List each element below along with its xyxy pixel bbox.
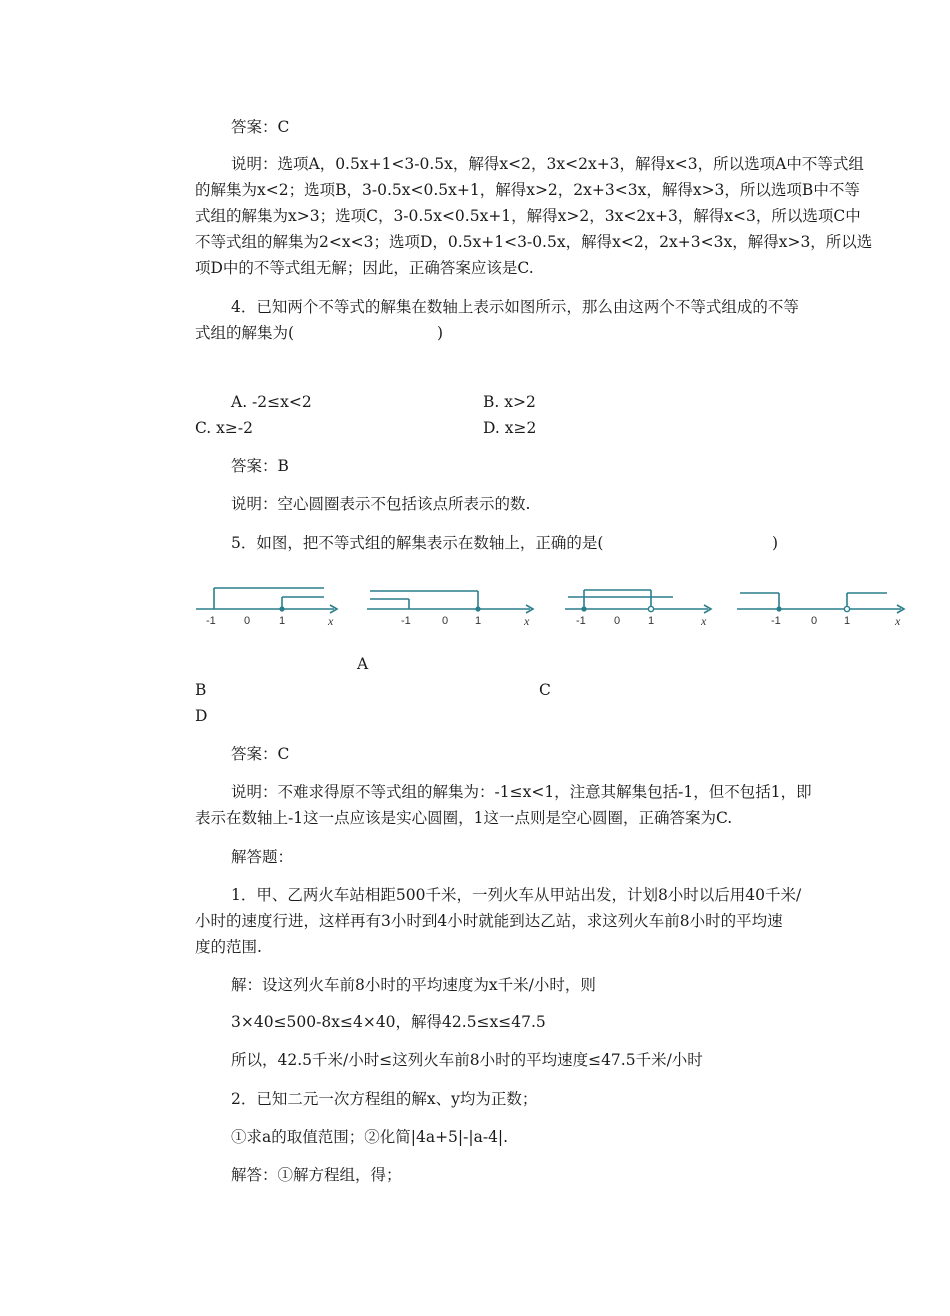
- number-line-option-c: [563, 585, 718, 630]
- problem-2-line-1: 2．已知二元一次方程组的解x、y均为正数；: [231, 1090, 538, 1108]
- axis-var-label: x: [895, 614, 901, 628]
- explanation-5-line-1: 说明：不难求得原不等式组的解集为：-1≤x<1，注意其解集包括-1，但不包括1，即: [231, 783, 812, 801]
- solution-1-line-3: 所以，42.5千米/小时≤这列火车前8小时的平均速度≤47.5千米/小时: [231, 1051, 703, 1069]
- tick-label-0: 0: [244, 615, 251, 627]
- solution-2-line-1: 解答：①解方程组，得；: [231, 1166, 402, 1184]
- q4-option-a: A. -2≤x<2: [231, 393, 312, 411]
- q4-option-c: C. x≥-2: [195, 419, 253, 437]
- figure-label-d: D: [195, 707, 208, 725]
- figure-label-a: A: [357, 655, 369, 673]
- number-line-option-b: [365, 585, 540, 630]
- tick-label-0: 0: [442, 615, 449, 627]
- axis-var-label: x: [524, 614, 530, 628]
- figure-label-b: B: [195, 681, 207, 699]
- axis-var-label: x: [328, 614, 334, 628]
- problem-1-line-3: 度的范围.: [195, 938, 262, 956]
- question-4-line-1: 4．已知两个不等式的解集在数轴上表示如图所示，那么由这两个不等式组成的不等: [231, 298, 799, 316]
- number-line-option-d: [735, 585, 913, 630]
- explanation-3-line-1: 说明：选项A，0.5x+1<3-0.5x，解得x<2，3x<2x+3，解得x<3，所以选项A中不等式组: [231, 155, 864, 173]
- explanation-3-line-4: 不等式组的解集为2<x<3；选项D，0.5x+1<3-0.5x，解得x<2，2x+3<3x，解得x>3，所以选: [195, 233, 873, 251]
- problem-2-line-2: ①求a的取值范围；②化简|4a+5|-|a-4|.: [231, 1128, 509, 1146]
- explanation-4: 说明：空心圆圈表示不包括该点所表示的数.: [231, 495, 531, 513]
- solution-1-line-2: 3×40≤500-8x≤4×40，解得42.5≤x≤47.5: [231, 1013, 546, 1031]
- tick-label-neg1: -1: [576, 615, 586, 627]
- answer-5: 答案：C: [231, 745, 290, 763]
- explanation-3-line-2: 的解集为x<2；选项B，3-0.5x<0.5x+1，解得x>2，2x+3<3x，解得x>3，所以选项B中不等: [195, 181, 860, 199]
- tick-label-0: 0: [811, 615, 818, 627]
- answer-3: 答案：C: [231, 118, 290, 136]
- explanation-3-line-5: 项D中的不等式组无解；因此，正确答案应该是C.: [195, 259, 534, 277]
- axis-var-label: x: [701, 614, 707, 628]
- tick-label-1: 1: [844, 615, 851, 627]
- tick-label-0: 0: [614, 615, 621, 627]
- answer-4: 答案：B: [231, 457, 289, 475]
- tick-label-neg1: -1: [401, 615, 411, 627]
- tick-label-1: 1: [279, 615, 286, 627]
- q4-option-d: D. x≥2: [483, 419, 537, 437]
- tick-label-1: 1: [648, 615, 655, 627]
- question-5-end: ): [772, 534, 779, 552]
- problem-1-line-1: 1．甲、乙两火车站相距500千米，一列火车从甲站出发，计划8小时以后用40千米/: [231, 886, 802, 904]
- question-5-start: 5．如图，把不等式组的解集表示在数轴上，正确的是(: [231, 534, 604, 552]
- tick-label-neg1: -1: [206, 615, 216, 627]
- figure-label-c: C: [539, 681, 551, 699]
- tick-label-1: 1: [475, 615, 482, 627]
- question-4-line-2-start: 式组的解集为(: [195, 324, 295, 342]
- explanation-3-line-3: 式组的解集为x>3；选项C，3-0.5x<0.5x+1，解得x>2，3x<2x+3，解得x<3，所以选项C中: [195, 207, 861, 225]
- tick-label-neg1: -1: [771, 615, 781, 627]
- explanation-5-line-2: 表示在数轴上-1这一点应该是实心圆圈，1这一点则是空心圆圈，正确答案为C.: [195, 809, 733, 827]
- number-line-option-a: [194, 585, 344, 630]
- problem-1-line-2: 小时的速度行进，这样再有3小时到4小时就能到达乙站，求这列火车前8小时的平均速: [195, 912, 783, 930]
- question-4-line-2-end: ): [437, 324, 444, 342]
- section-heading: 解答题：: [231, 848, 294, 866]
- solution-1-line-1: 解：设这列火车前8小时的平均速度为x千米/小时，则: [231, 976, 596, 994]
- q4-option-b: B. x>2: [483, 393, 536, 411]
